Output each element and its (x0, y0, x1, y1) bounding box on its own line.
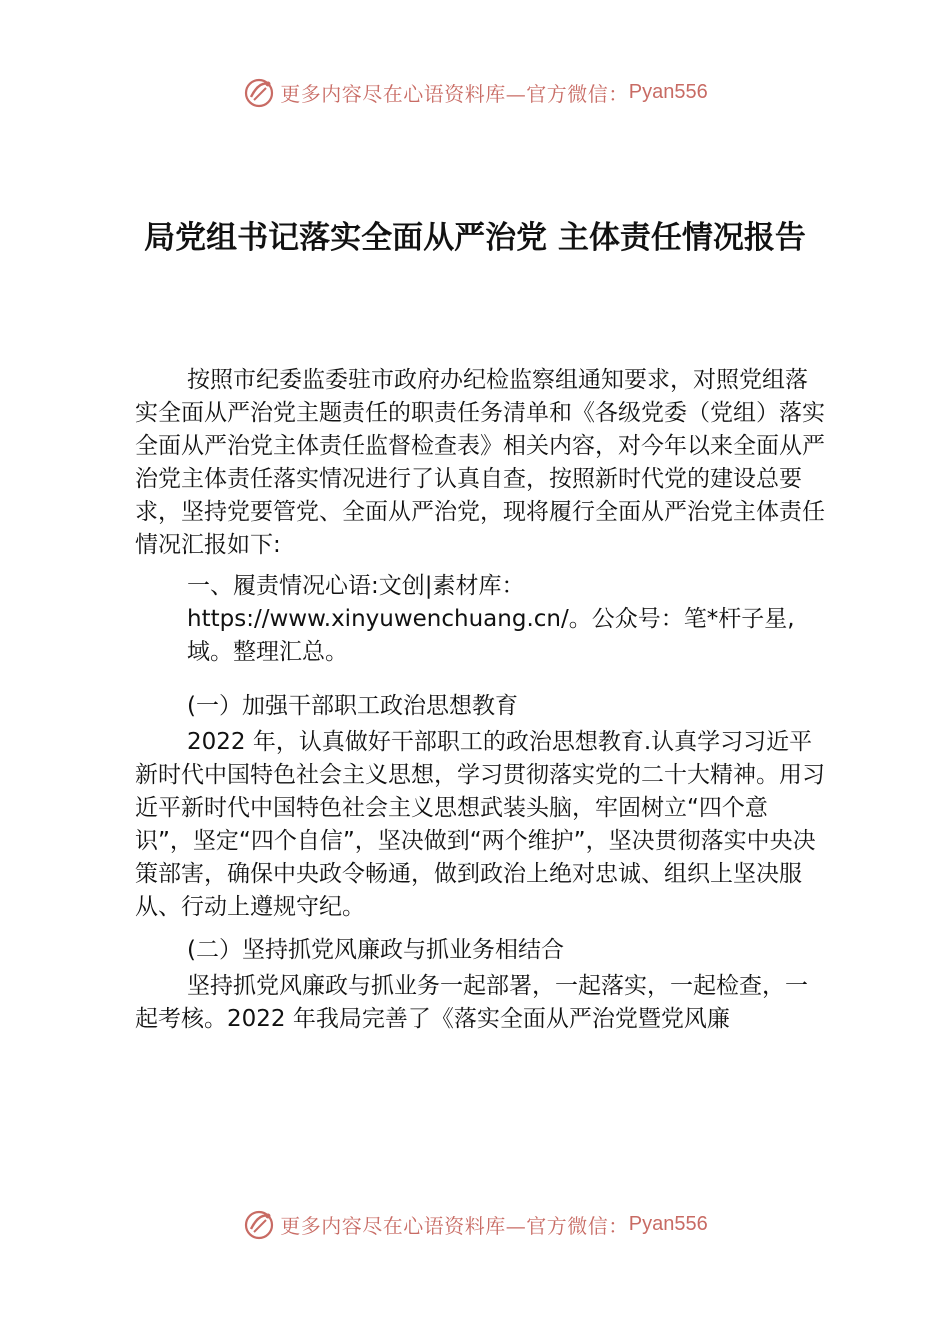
watermark-handle: Pyan556 (628, 80, 708, 103)
footer-watermark (0, 1204, 950, 1244)
header-watermark (0, 72, 950, 112)
sub2-heading: (二）坚持抓党风廉政与抓业务相结合 (187, 937, 564, 963)
subsection-paragraph (135, 726, 825, 924)
subsection-heading (135, 690, 825, 723)
section-heading (135, 570, 825, 669)
intro-paragraph (135, 364, 825, 562)
seal-logo-icon (242, 1207, 276, 1241)
watermark-text: 更多内容尽在心语资料库—官方微信： (280, 1213, 629, 1238)
seal-logo-icon (242, 75, 276, 109)
sub1-text: 2022 年，认真做好干部职工的政治思想教育.认真学习习近平新时代中国特色社会主义思想，学习贯彻落实党的二十大精神。用习近平新时代中国特色社会主义思想武装头脑，牢固树立“四个意识”，坚定“四个自信”，坚决做到“两个维护”，坚决贯彻落实中央决策部害，确保中央政令畅通，做到政治上绝对忠诚、组织上坚决服从、行动上遵规守纪。 (135, 729, 825, 920)
watermark-handle: Pyan556 (628, 1212, 708, 1235)
document-title: 局党组书记落实全面从严治党 主体责任情况报告 (144, 220, 806, 256)
sub1-heading: (一）加强干部职工政治思想教育 (187, 693, 518, 719)
sub2-text: 坚持抓党风廉政与抓业务一起部署，一起落实，一起检查，一起考核。2022 年我局完善了《落实全面从严治党暨党风廉 (135, 973, 808, 1032)
subsection-paragraph (135, 970, 825, 1036)
section1-heading: 一、履责情况心语:文创|素材库：https://www.xinyuwenchuang.cn/。公众号：笔*杆子星,域。整理汇总。 (187, 573, 795, 665)
subsection-heading (135, 934, 825, 967)
intro-text: 按照市纪委监委驻市政府办纪检监察组通知要求，对照党组落实全面从严治党主题责任的职责任务清单和《各级党委（党组）落实全面从严治党主体责任监督检查表》相关内容，对今年以来全面从严治党主体责任落实情况进行了认真自查，按照新时代党的建设总要求，坚持党要管党、全面从严治党，现将履行全面从严治党主体责任情况汇报如下: (135, 367, 825, 558)
watermark-text: 更多内容尽在心语资料库—官方微信： (280, 81, 629, 106)
